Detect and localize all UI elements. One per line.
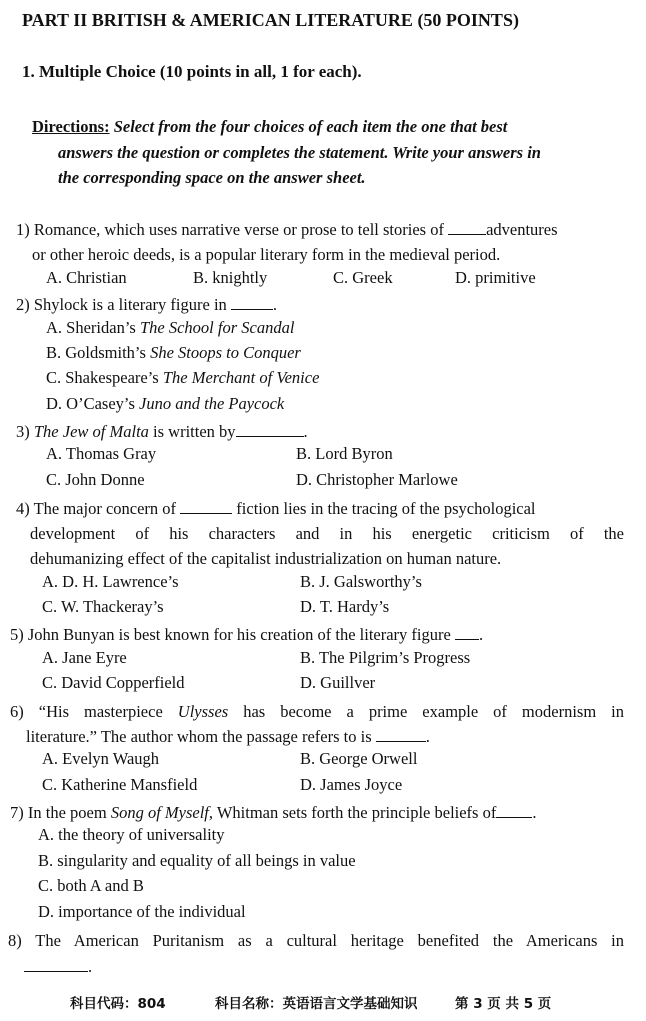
question-4-option-a: A. D. H. Lawrence’s (42, 572, 179, 591)
question-3-option-a: A. Thomas Gray (46, 444, 157, 463)
directions-line-3: the corresponding space on the answer sheet. (58, 168, 366, 187)
question-2-option-d: D. O’Casey’s Juno and the Paycock (46, 394, 285, 413)
question-7-option-b: B. singularity and equality of all beings in value (38, 851, 356, 870)
question-1-line-1: 1) Romance, which uses narrative verse or prose to tell stories of adventures (16, 220, 558, 239)
question-5-option-b: B. The Pilgrim’s Progress (300, 648, 471, 667)
question-1-line-2: or other heroic deeds, is a popular literary form in the medieval period. (32, 245, 501, 264)
question-1-option-b: B. knightly (193, 268, 268, 287)
question-5-option-d: D. Guillver (300, 673, 376, 692)
answer-blank (180, 499, 232, 514)
question-4-option-c: C. W. Thackeray’s (42, 597, 164, 616)
directions-line-1 (32, 114, 632, 139)
question-3-option-c: C. John Donne (46, 470, 145, 489)
answer-blank (448, 220, 486, 235)
question-6-option-a: A. Evelyn Waugh (42, 749, 160, 768)
answer-blank (24, 957, 88, 972)
question-7-option-d: D. importance of the individual (38, 902, 246, 921)
question-5-stem: 5) John Bunyan is best known for his creation of the literary figure . (10, 625, 484, 644)
question-6-line-1: 6) “His masterpiece Ulysses has become a prime example of modernism in (10, 702, 625, 721)
answer-blank (376, 727, 426, 742)
footer-subject-name: 科目名称：英语语言文学基础知识 (215, 996, 418, 1012)
question-5-option-a: A. Jane Eyre (42, 648, 127, 667)
directions-text-1: Select from the four choices of each item the one that best (113, 117, 508, 136)
question-3-stem: 3) The Jew of Malta is written by . (16, 422, 308, 441)
question-4-line-3: dehumanizing effect of the capitalist industrialization on human nature. (30, 549, 502, 568)
question-7-option-c: C. both A and B (38, 876, 144, 895)
footer-page-number: 第 3 页 共 5 页 (455, 996, 552, 1012)
question-8-line-1: 8) The American Puritanism as a cultural heritage benefited the Americans in (8, 931, 624, 950)
question-6-option-d: D. James Joyce (300, 775, 403, 794)
part-heading: PART II BRITISH & AMERICAN LITERATURE (50 POINTS) (22, 10, 519, 30)
question-4-line-2: development of his characters and in his energetic criticism of the (30, 524, 624, 543)
question-4-line-1: 4) The major concern of fiction lies in the tracing of the psychological (16, 499, 536, 518)
directions-label: Directions: (32, 117, 110, 136)
question-3-option-d: D. Christopher Marlowe (296, 470, 458, 489)
question-1-option-c: C. Greek (333, 268, 393, 287)
question-6-option-c: C. Katherine Mansfield (42, 775, 198, 794)
question-2-stem: 2) Shylock is a literary figure in . (16, 295, 278, 314)
question-7-stem: 7) In the poem Song of Myself, Whitman sets forth the principle beliefs of . (10, 803, 537, 822)
question-1-option-d: D. primitive (455, 268, 536, 287)
question-1-option-a: A. Christian (46, 268, 127, 287)
question-6-line-2: literature.” The author whom the passage refers to is . (26, 727, 430, 746)
question-4-option-d: D. T. Hardy’s (300, 597, 390, 616)
answer-blank (231, 295, 273, 310)
directions-line-2: answers the question or completes the statement. Write your answers in (58, 143, 541, 162)
question-2-option-c: C. Shakespeare’s The Merchant of Venice (46, 368, 320, 387)
footer-subject-code: 科目代码：804 (70, 996, 166, 1012)
question-6-option-b: B. George Orwell (300, 749, 418, 768)
question-2-option-b: B. Goldsmith’s She Stoops to Conquer (46, 343, 301, 362)
answer-blank (455, 625, 479, 640)
section-heading: 1. Multiple Choice (10 points in all, 1 for each). (22, 62, 362, 81)
question-3-option-b: B. Lord Byron (296, 444, 393, 463)
question-7-option-a: A. the theory of universality (38, 825, 225, 844)
question-2-option-a: A. Sheridan’s The School for Scandal (46, 318, 295, 337)
answer-blank (236, 422, 304, 437)
question-5-option-c: C. David Copperfield (42, 673, 185, 692)
question-4-option-b: B. J. Galsworthy’s (300, 572, 422, 591)
answer-blank (496, 803, 532, 818)
question-8-line-2: . (24, 954, 92, 979)
